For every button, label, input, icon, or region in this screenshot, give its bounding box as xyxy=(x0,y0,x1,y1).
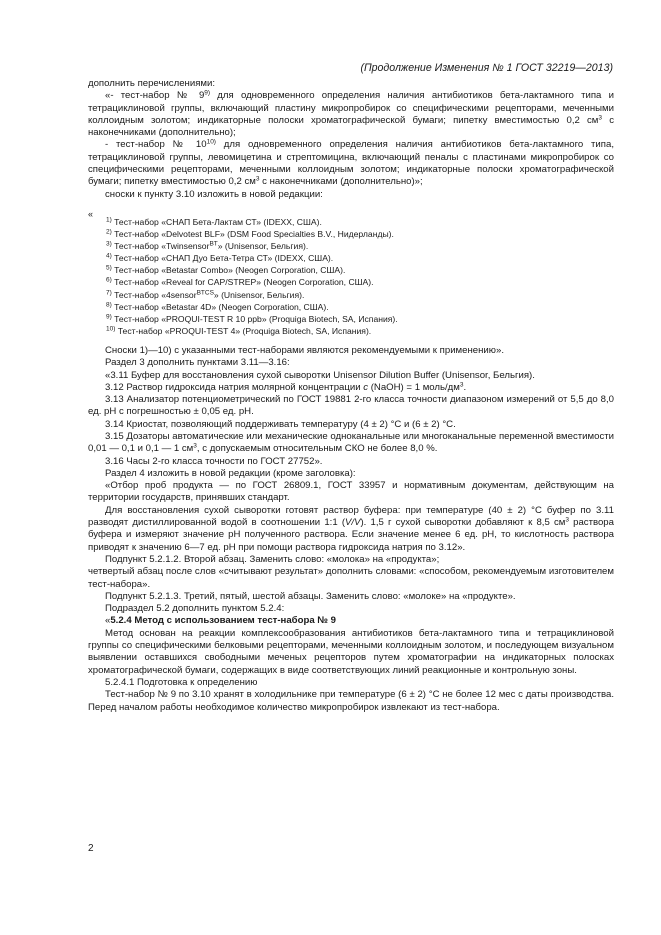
opening-quote-mark: « xyxy=(88,208,94,219)
list-item-test-kit-10: - тест-набор № 10$^{10)}$ для одновременного определения наличия антибиотиков бета-лактамного типа, тетрациклиновой группы, левомицетина и стрептомицина, включающий пеналы с пластинами микропробирок со специфическими рецепторами, меченными коллоидным золотом; индикаторные полоски хроматографической бумаги; пипетку вместимостью 0,2 $см^3$ с наконечниками (дополнительно)»; xyxy=(88,138,614,188)
running-header: (Продолжение Изменения № 1 ГОСТ 32219—2013) xyxy=(360,62,613,74)
footnote: $^{5)}$ Тест-набор «Betastar Combo» (Neogen Corporation, США). xyxy=(106,264,346,276)
section-heading-5-2-4: «5.2.4 Метод с использованием тест-набора № 9 xyxy=(105,615,337,627)
footnote: $^{7)}$ Тест-набор «4sensor$^{BTCS}$» (Unisensor, Бельгия). xyxy=(106,289,305,300)
footnote: $^{6)}$ Тест-набор «Reveal for CAP/STREP» (Neogen Corporation, США). xyxy=(106,276,374,288)
paragraph: четвертый абзац после слов «считывают результат» дополнить словами: «способом, рекомендуемым изготовителем тест-набора». xyxy=(88,566,614,590)
document-body xyxy=(88,78,614,714)
paragraph: Для восстановления сухой сыворотки готовят раствор буфера: при температуре (40 ± 2) °С буфер по 3.11 разводят дистиллированной водой в соотношении 1:1 (V/V). 1,5 г сухой сыворотки добавляют к 8,5 $см^3$ раствора буфера и измеряют значение pH полученного раствора. Если значение менее 6 ед. pH, то кислотность раствора приводят к значению 6—7 ед. pH при помощи раствора гидроксида натрия по 3.12». xyxy=(88,504,614,553)
clause-3-12: 3.12 Раствор гидроксида натрия молярной концентрации с (NaOH) = 1 моль/$дм^3$. xyxy=(105,381,467,393)
clause-3-14: 3.14 Криостат, позволяющий поддерживать температуру (4 ± 2) °С и (6 ± 2) °С. xyxy=(105,418,456,430)
footnote: $^{1)}$ Тест-набор «СНАП Бета-Лактам СТ» (IDEXX, США). xyxy=(106,216,322,227)
paragraph: Тест-набор № 9 по 3.10 хранят в холодильнике при температуре (6 ± 2) °С не более 12 мес с даты производства. Перед началом работы необходимое количество микропробирок извлекают из тест-набора. xyxy=(88,689,614,713)
list-item-test-kit-9: «- тест-набор № 9$^{9)}$ для одновременного определения наличия антибиотиков бета-лактамного типа и тетрациклиновой группы, включающий пластину микропробирок со специфическими рецепторами, меченными коллоидным золотом; индикаторные полоски хроматографической бумаги; пипетку вместимостью 0,2 $см^3$ с наконечниками (дополнительно); xyxy=(88,89,614,139)
paragraph: Сноски 1)—10) с указанными тест-наборами являются рекомендуемыми к применению». xyxy=(105,344,504,356)
paragraph: Раздел 3 дополнить пунктами 3.11—3.16: xyxy=(105,357,290,369)
paragraph: Подпункт 5.2.1.2. Второй абзац. Заменить слово: «молока» на «продукта»; xyxy=(105,553,440,565)
footnote: $^{8)}$ Тест-набор «Betastar 4D» (Neogen Corporation, США). xyxy=(106,301,329,312)
paragraph: Подраздел 5.2 дополнить пунктом 5.2.4: xyxy=(105,603,285,615)
paragraph: сноски к пункту 3.10 изложить в новой редакции: xyxy=(105,188,323,200)
footnote: $^{2)}$ Тест-набор «Delvotest BLF» (DSM Food Specialties B.V., Нидерланды). xyxy=(106,228,394,240)
footnote: $^{3)}$ Тест-набор «Twinsensor$^{BT}$» (Unisensor, Бельгия). xyxy=(106,240,309,252)
clause-3-11: «3.11 Буфер для восстановления сухой сыворотки Unisensor Dilution Buffer (Unisensor, Бельгия). xyxy=(105,369,535,381)
paragraph: Метод основан на реакции комплексообразования антибиотиков бета-лактамного типа и тетрациклиновой группы со специфическими белковыми рецепторами, меченными коллоидным золотом, и последующем визуальном выявлении оставшихся свободными меченых рецепторов путем хроматографии на индикаторных полосках хроматографической бумаги, содержащих в виде соответствующих линий реакционные и контрольную зоны. xyxy=(88,627,614,676)
subsection-heading: 5.2.4.1 Подготовка к определению xyxy=(105,676,258,688)
clause-3-13: 3.13 Анализатор потенциометрический по ГОСТ 19881 2-го класса точности диапазоном измерений от 5,5 до 8,0 ед. pH с погрешностью ± 0,05 ед. pH. xyxy=(88,394,614,418)
paragraph: «Отбор проб продукта — по ГОСТ 26809.1, ГОСТ 33957 и нормативным документам, действующим на территории государств, принявших стандарт. xyxy=(88,480,614,504)
page-number: 2 xyxy=(88,843,94,854)
footnote: $^{4)}$ Тест-набор «СНАП Дуо Бета-Тетра СТ» (IDEXX, США). xyxy=(106,252,334,264)
clause-3-15: 3.15 Дозаторы автоматические или механические одноканальные или многоканальные переменной вместимости 0,01 — 0,1 и 0,1 — 1 $см^3$, с допускаемым относительным СКО не более 8,0 %. xyxy=(88,430,614,455)
footnote: $^{10)}$ Тест-набор «PROQUI-TEST 4» (Proquiga Biotech, SA, Испания). xyxy=(106,325,372,336)
footnote: $^{9)}$ Тест-набор «PROQUI-TEST R 10 ppb» (Proquiga Biotech, SA, Испания). xyxy=(106,313,398,324)
clause-3-16: 3.16 Часы 2-го класса точности по ГОСТ 27752». xyxy=(105,455,323,467)
footnote-list xyxy=(88,216,614,337)
paragraph: Подпункт 5.2.1.3. Третий, пятый, шестой абзацы. Заменить слово: «молоке» на «продукте». xyxy=(105,590,516,602)
paragraph: Раздел 4 изложить в новой редакции (кроме заголовка): xyxy=(105,467,356,479)
paragraph: дополнить перечислениями: xyxy=(88,78,216,89)
